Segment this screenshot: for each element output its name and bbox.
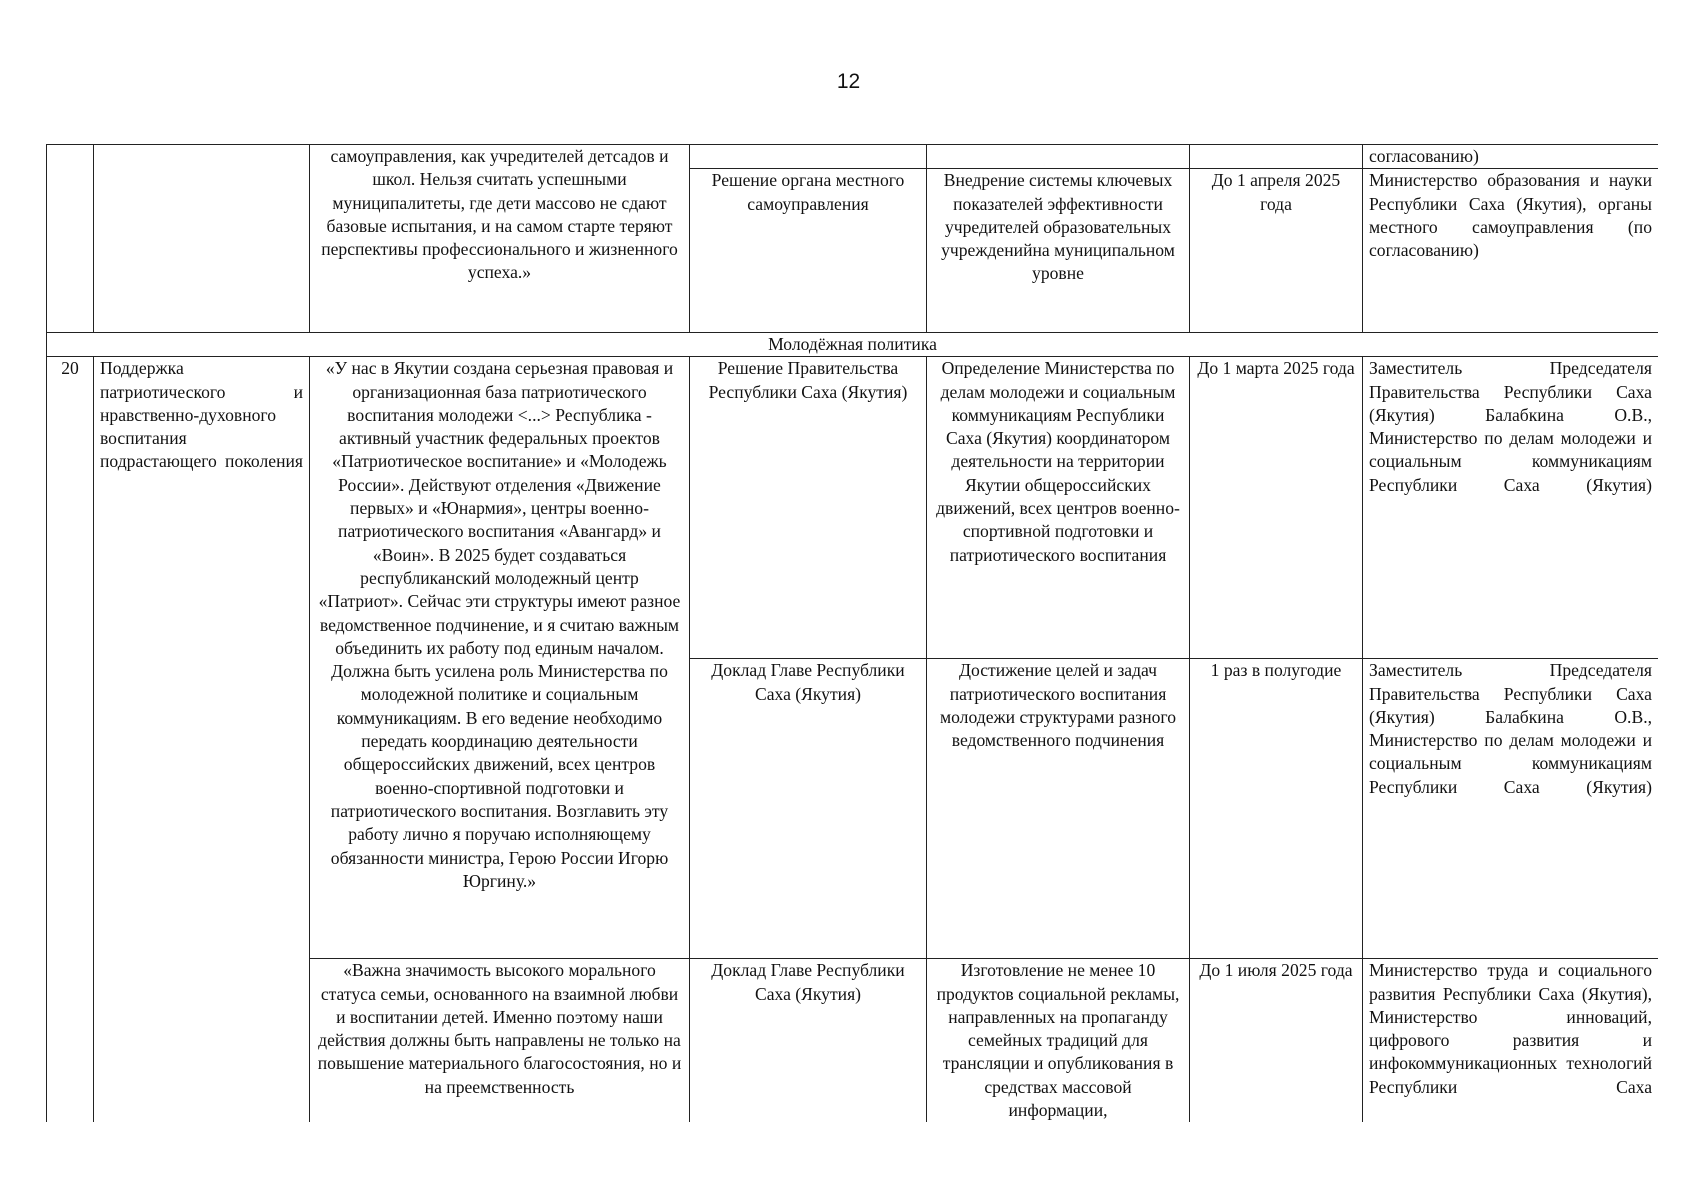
cell-responsible: Министерство образования и науки Республики Саха (Якутия), органы местного самоуправления (по согласованию) bbox=[1363, 169, 1659, 333]
cell-result: Достижение целей и задач патриотического воспитания молодежи структурами разного ведомственного подчинения bbox=[927, 659, 1190, 959]
cell-deadline: До 1 апреля 2025 года bbox=[1190, 169, 1363, 333]
cell-responsible: согласованию) bbox=[1363, 145, 1659, 169]
section-title: Молодёжная политика bbox=[47, 333, 1659, 357]
table-row bbox=[47, 357, 1659, 659]
cell-result bbox=[927, 145, 1190, 169]
cell-responsible: Министерство труда и социального развития Республики Саха (Якутия), Министерство инноваций, цифрового развития и инфокоммуникационных технологий Республики Саха bbox=[1363, 959, 1659, 1122]
cell-deadline: До 1 марта 2025 года bbox=[1190, 357, 1363, 659]
page-number: 12 bbox=[836, 70, 861, 93]
cell-form: Решение Правительства Республики Саха (Якутия) bbox=[690, 357, 927, 659]
cell-responsible: Заместитель Председателя Правительства Республики Саха (Якутия) Балабкина О.В., Министерство по делам молодежи и социальным коммуникациям Республики Саха (Якутия) bbox=[1363, 659, 1659, 959]
cell-number: 20 bbox=[47, 357, 94, 1122]
document-body bbox=[46, 144, 1658, 1122]
cell-direction: Поддержка патриотического и нравственно-духовного воспитания подрастающего поколения bbox=[94, 357, 310, 1122]
cell-form: Решение органа местного самоуправления bbox=[690, 169, 927, 333]
cell-quote: самоуправления, как учредителей детсадов и школ. Нельзя считать успешными муниципалитеты, где дети массово не сдают базовые испытания, и на самом старте теряют перспективы профессионального и жизненного успеха.» bbox=[310, 145, 690, 333]
cell-responsible: Заместитель Председателя Правительства Республики Саха (Якутия) Балабкина О.В., Министерство по делам молодежи и социальным коммуникациям Республики Саха (Якутия) bbox=[1363, 357, 1659, 659]
cell-form: Доклад Главе Республики Саха (Якутия) bbox=[690, 959, 927, 1122]
cell-result: Изготовление не менее 10 продуктов социальной рекламы, направленных на пропаганду семейных традиций для трансляции и опубликования в средствах массовой информации, bbox=[927, 959, 1190, 1122]
action-plan-table bbox=[46, 144, 1658, 1122]
cell-form: Доклад Главе Республики Саха (Якутия) bbox=[690, 659, 927, 959]
table-row bbox=[47, 145, 1659, 169]
cell-deadline: 1 раз в полугодие bbox=[1190, 659, 1363, 959]
cell-form bbox=[690, 145, 927, 169]
cell-deadline bbox=[1190, 145, 1363, 169]
cell-quote: «Важна значимость высокого морального статуса семьи, основанного на взаимной любви и воспитании детей. Именно поэтому наши действия должны быть направлены не только на повышение материального благосостояния, но и на преемственность bbox=[310, 959, 690, 1122]
cell-result: Определение Министерства по делам молодежи и социальным коммуникациям Республики Саха (Якутия) координатором деятельности на территории Якутии общероссийских движений, всех центров военно-спортивной подготовки и патриотического воспитания bbox=[927, 357, 1190, 659]
cell-result: Внедрение системы ключевых показателей эффективности учредителей образовательных учрежденийна муниципальном уровне bbox=[927, 169, 1190, 333]
cell-quote: «У нас в Якутии создана серьезная правовая и организационная база патриотического воспитания молодежи <...> Республика - активный участник федеральных проектов «Патриотическое воспитание» и «Молодежь России». Действуют отделения «Движение первых» и «Юнармия», центры военно-патриотического воспитания «Авангард» и «Воин». В 2025 будет создаваться республиканский молодежный центр «Патриот». Сейчас эти структуры имеют разное ведомственное подчинение, и я считаю важным объединить их работу под единым началом. Должна быть усилена роль Министерства по молодежной политике и социальным коммуникациям. В его ведение необходимо передать координацию деятельности общероссийских движений, всех центров военно-спортивной подготовки и патриотического воспитания. Возглавить эту работу лично я поручаю исполняющему обязанности министра, Герою России Игорю Юргину.» bbox=[310, 357, 690, 959]
cell-number bbox=[47, 145, 94, 333]
section-row bbox=[47, 333, 1659, 357]
cell-deadline: До 1 июля 2025 года bbox=[1190, 959, 1363, 1122]
cell-direction bbox=[94, 145, 310, 333]
